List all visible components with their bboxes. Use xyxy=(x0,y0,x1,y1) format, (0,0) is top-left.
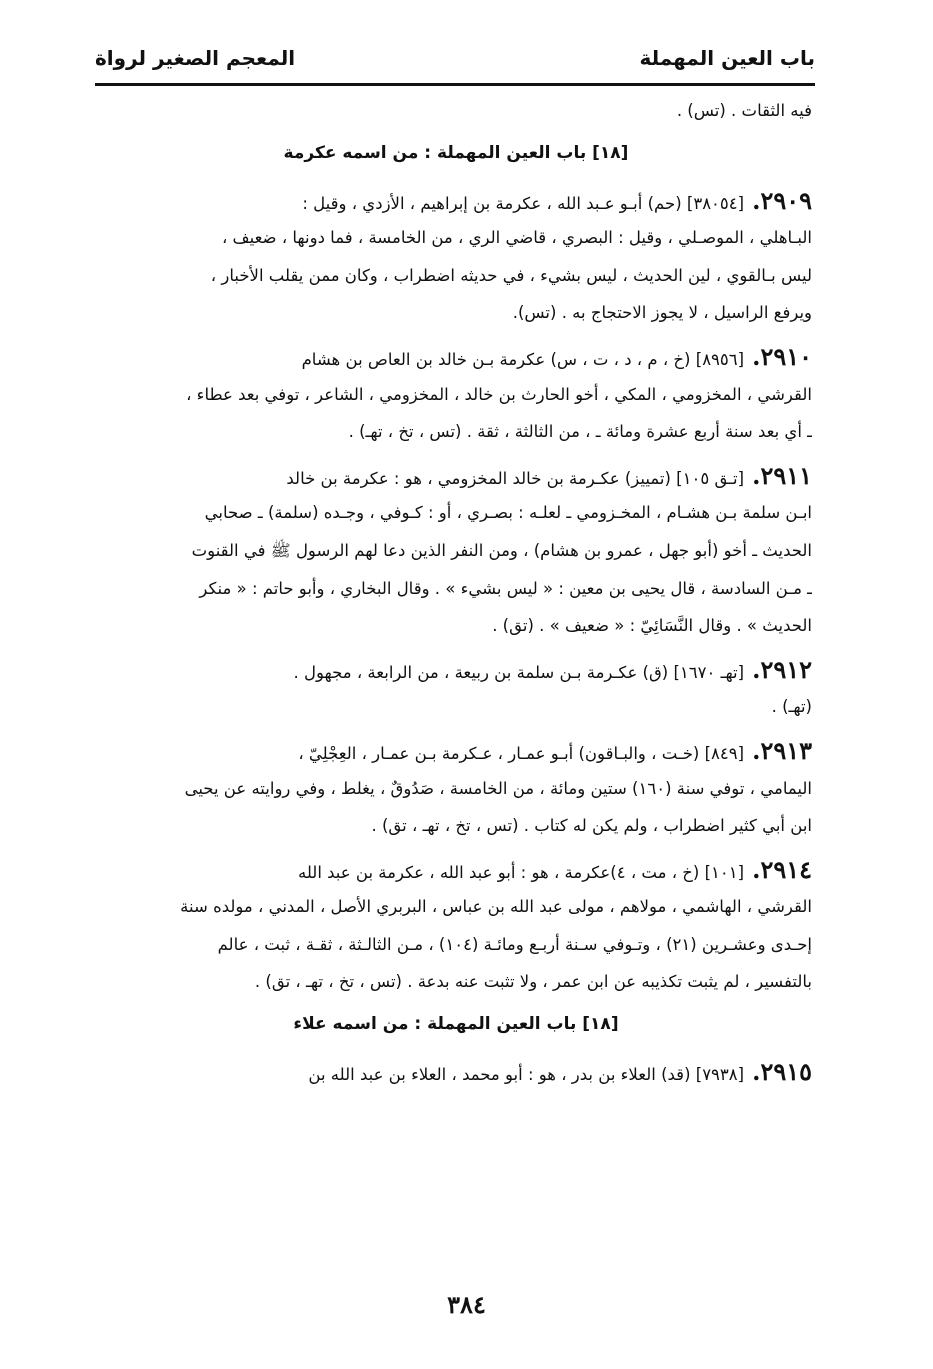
entry-first-line xyxy=(100,338,812,376)
section-title-alaa: [١٨] باب العين المهملة : من اسمه علاء xyxy=(293,1014,619,1035)
entry-2912 xyxy=(100,651,812,726)
entry-first-line xyxy=(100,457,812,495)
entry-text-line: اليمامي ، توفي سنة (١٦٠) ستين ومائة ، من الخامسة ، صَدُوقٌ ، يغلط ، وفي روايته عن يحيى xyxy=(184,778,812,798)
entry-first-line xyxy=(100,851,812,889)
entry-text-line: الحديث ـ أخو (أبو جهل ، عمرو بن هشام) ، ومن النفر الذين دعا لهم الرسول ﷺ في القنوت xyxy=(191,540,812,560)
entry-text-line: ابـن سلمة بـن هشـام ، المخـزومي ـ لعلـه : بصـري ، أو : كـوفي ، وجـده (سلمة) ـ صحابي xyxy=(204,503,812,523)
entry-text-line: [٨٤٩] (خـت ، والبـاقون) أبـو عمـار ، عـكرمة بـن عمـار ، العِجْلِيّ ، xyxy=(298,743,745,763)
entry-number: ٢٩٠٩. xyxy=(752,185,812,215)
entry-text-line: القرشي ، المخزومي ، المكي ، أخو الحارث بن خالد ، المخزومي ، الشاعر ، توفي بعد عطاء ، xyxy=(186,384,812,404)
entry-2913 xyxy=(100,732,812,845)
entry-text-line: [تهـ ١٦٧٠] (ق) عكـرمة بـن سلمة بن ربيعة ، من الرابعة ، مجهول . xyxy=(293,662,745,682)
entry-2914 xyxy=(100,851,812,1001)
entry-text-line: (تهـ) . xyxy=(771,697,812,717)
page-number: ٣٨٤ xyxy=(447,1290,486,1319)
entry-text-line: ويرفع الراسيل ، لا يجوز الاحتجاج به . (تس). xyxy=(512,303,812,323)
entry-first-line xyxy=(100,651,812,689)
entry-number: ٢٩١٥. xyxy=(752,1057,812,1087)
entry-text-line: بالتفسير ، لم يثبت تكذيبه عن ابن عمر ، ولا تثبت عنه بدعة . (تس ، تخ ، تهـ ، تق) . xyxy=(254,972,812,992)
entry-2911 xyxy=(100,457,812,645)
entry-text-line: [تـق ١٠٥] (تمييز) عكـرمة بن خالد المخزومي ، هو : عكرمة بن خالد xyxy=(286,468,745,488)
entry-2910 xyxy=(100,338,812,451)
entry-text-line: الحديث » . وقال النَّسَائِيّ : « ضعيف » . (تق) . xyxy=(492,616,812,636)
entry-first-line xyxy=(100,732,812,770)
entry-number: ٢٩١٣. xyxy=(752,735,812,765)
entry-number: ٢٩١١. xyxy=(752,460,812,490)
header-chapter-title: باب العين المهملة xyxy=(639,46,815,70)
intro-line: فيه الثقات . (تس) . xyxy=(676,101,812,120)
entry-number: ٢٩١٠. xyxy=(752,341,812,371)
header-rule xyxy=(95,83,815,86)
entry-first-line xyxy=(100,182,812,220)
entry-text-line: ـ أي بعد سنة أربع عشرة ومائة ـ ، من الثالثة ، ثقة . (تس ، تخ ، تهـ) . xyxy=(348,422,812,442)
entry-2915 xyxy=(100,1053,812,1091)
entry-number: ٢٩١٢. xyxy=(752,654,812,684)
entry-text-line: البـاهلي ، الموصـلي ، وقيل : البصري ، قاضي الري ، من الخامسة ، فما دونها ، ضعيف ، xyxy=(221,228,812,248)
entry-text-line: [٨٩٥٦] (خ ، م ، د ، ت ، س) عكرمة بـن خالد بن العاص بن هشام xyxy=(301,349,745,369)
entry-text-line: [٣٨٠٥٤] (حم) أبـو عـبد الله ، عكرمة بن إبراهيم ، الأزدي ، وقيل : xyxy=(302,193,745,213)
page-body xyxy=(100,92,812,1091)
entry-text-line: ـ مـن السادسة ، قال يحيى بن معين : « ليس بشيء » . وقال البخاري ، وأبو حاتم : « منكر xyxy=(199,578,812,598)
section-title-ikrima: [١٨] باب العين المهملة : من اسمه عكرمة xyxy=(283,142,629,163)
entry-2909 xyxy=(100,182,812,332)
entry-number: ٢٩١٤. xyxy=(752,854,812,884)
header-book-title: المعجم الصغير لرواة xyxy=(95,46,296,70)
entry-first-line xyxy=(100,1053,812,1091)
entry-text-line: [٧٩٣٨] (قد) العلاء بن بدر ، هو : أبو محمد ، العلاء بن عبد الله بن xyxy=(308,1065,745,1085)
entry-text-line: ليس بـالقوي ، لين الحديث ، ليس بشيء ، في حديثه اضطراب ، وكان ممن يقلب الأخبار ، xyxy=(210,265,812,285)
entry-text-line: [١٠١] (خ ، مت ، ٤)عكرمة ، هو : أبو عبد الله ، عكرمة بن عبد الله xyxy=(297,862,745,882)
running-header xyxy=(95,38,815,78)
entry-text-line: إحـدى وعشـرين (٢١) ، وتـوفي سـنة أربـع ومائـة (١٠٤) ، مـن الثالـثة ، ثقـة ، ثبت ، عالم xyxy=(217,934,812,954)
entry-text-line: ابن أبي كثير اضطراب ، ولم يكن له كتاب . (تس ، تخ ، تهـ ، تق) . xyxy=(371,816,812,836)
entry-text-line: القرشي ، الهاشمي ، مولاهم ، مولى عبد الله بن عباس ، البربري الأصل ، المدني ، مولده سنة xyxy=(180,897,812,917)
